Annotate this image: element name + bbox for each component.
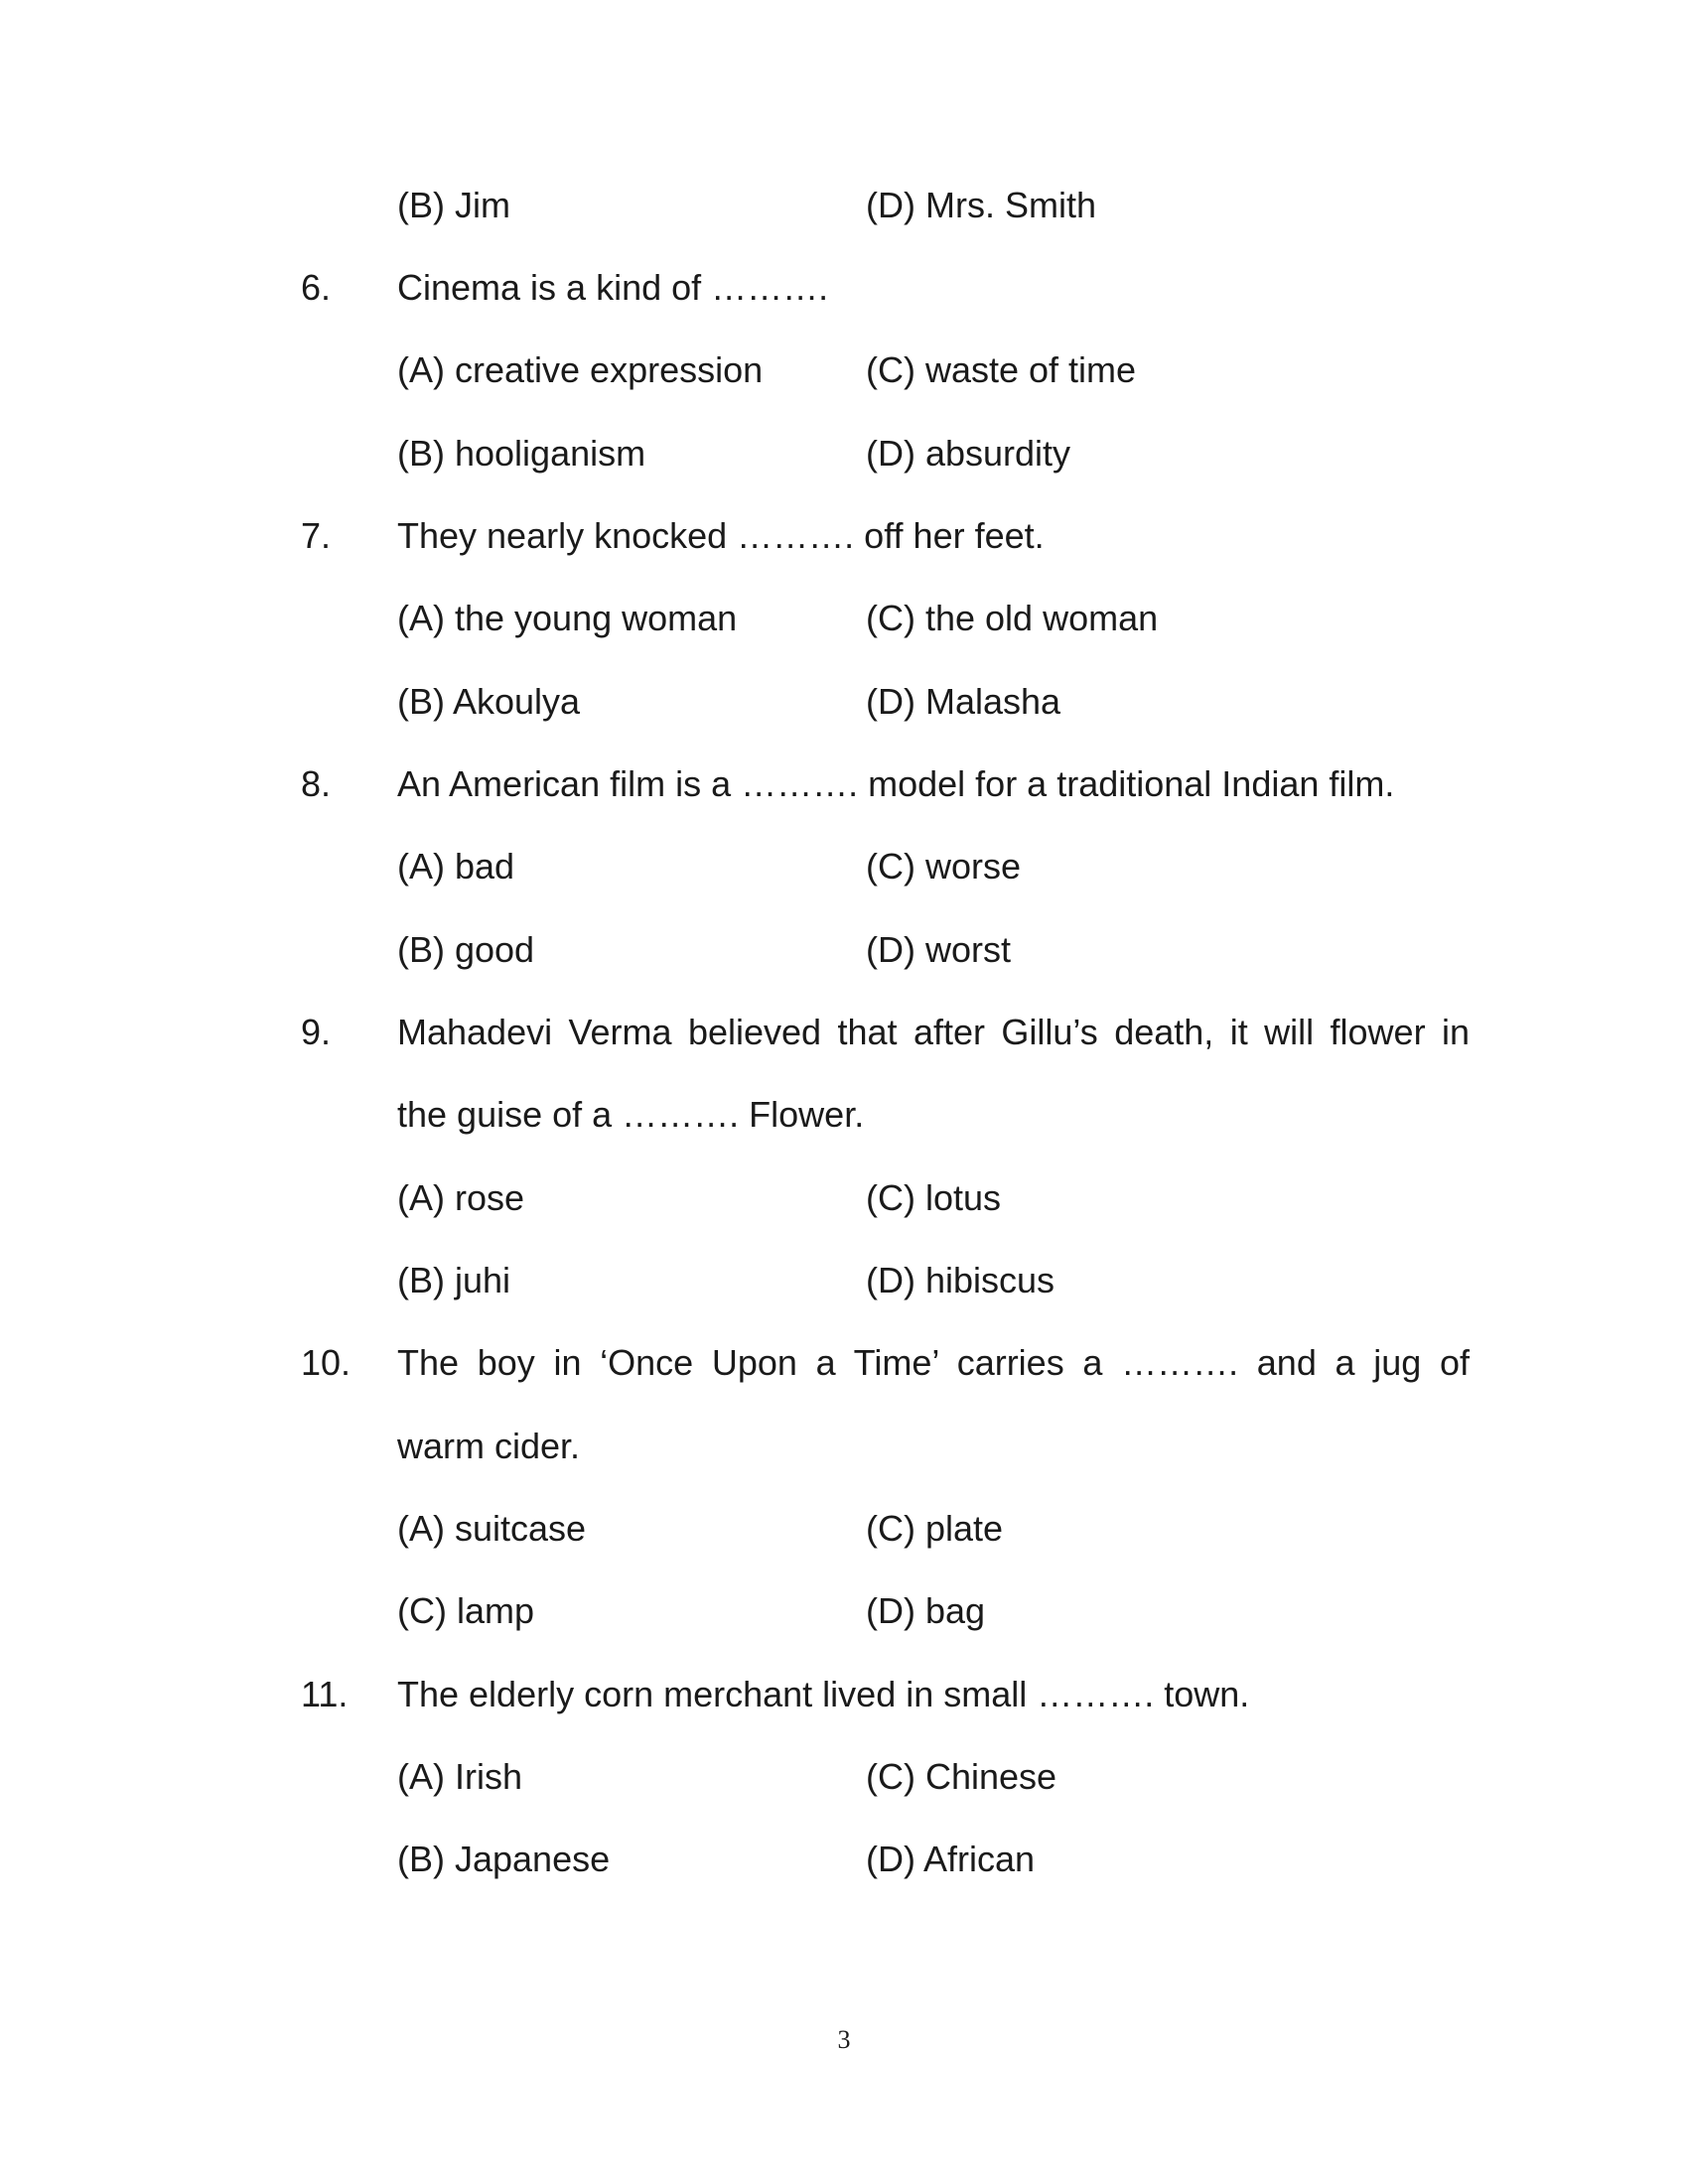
option-c: (C) plate	[866, 1508, 1004, 1549]
option-d: (D) bag	[866, 1590, 986, 1631]
question-9	[0, 1008, 1688, 1057]
question-number: 11.	[301, 1674, 349, 1714]
option-a: (A) creative expression	[397, 349, 764, 390]
question-text-line-1: Mahadevi Verma believed that after Gillu’s death, it will flower in	[397, 1012, 1470, 1052]
question-10-options-row-2	[0, 1586, 1688, 1636]
question-number: 7.	[301, 515, 332, 556]
option-b: (B) juhi	[397, 1260, 511, 1300]
option-a: (A) the young woman	[397, 598, 738, 638]
option-b: (B) hooliganism	[397, 433, 646, 474]
question-number: 9.	[301, 1012, 332, 1052]
option-a: (A) rose	[397, 1177, 525, 1218]
option-d: (D) Mrs. Smith	[866, 185, 1096, 225]
question-7-options-row-2	[0, 677, 1688, 727]
option-b: (B) Japanese	[397, 1839, 611, 1879]
question-8	[0, 759, 1688, 809]
option-d: (D) hibiscus	[866, 1260, 1055, 1300]
option-c: (C) waste of time	[866, 349, 1137, 390]
question-10	[0, 1338, 1688, 1388]
question-text: They nearly knocked ………. off her feet.	[397, 515, 1045, 556]
question-text: An American film is a ………. model for a traditional Indian film.	[397, 763, 1395, 804]
question-7	[0, 511, 1688, 561]
question-6-options-row-1	[0, 345, 1688, 395]
question-text-line-2: warm cider.	[397, 1426, 581, 1466]
option-a: (A) Irish	[397, 1756, 522, 1797]
question-11-options-row-2	[0, 1835, 1688, 1884]
question-9-continuation	[0, 1090, 1688, 1140]
option-d: (D) African	[866, 1839, 1036, 1879]
option-b: (B) good	[397, 929, 535, 970]
question-10-continuation	[0, 1422, 1688, 1471]
question-8-options-row-2	[0, 925, 1688, 975]
option-c: (C) the old woman	[866, 598, 1159, 638]
option-d: (D) absurdity	[866, 433, 1071, 474]
question-11	[0, 1670, 1688, 1719]
option-c: (C) Chinese	[866, 1756, 1057, 1797]
option-a: (A) suitcase	[397, 1508, 587, 1549]
question-6-options-row-2	[0, 429, 1688, 478]
option-d: (D) Malasha	[866, 681, 1061, 722]
question-11-options-row-1	[0, 1752, 1688, 1802]
option-c: (C) worse	[866, 846, 1022, 887]
option-a: (A) bad	[397, 846, 515, 887]
question-text-line-1: The boy in ‘Once Upon a Time’ carries a ………. and a jug of	[397, 1342, 1470, 1383]
question-10-options-row-1	[0, 1504, 1688, 1554]
question-text: The elderly corn merchant lived in small ………. town.	[397, 1674, 1250, 1714]
question-6	[0, 263, 1688, 313]
question-9-options-row-2	[0, 1256, 1688, 1305]
option-b: (B) Jim	[397, 185, 510, 225]
page-number: 3	[837, 2025, 851, 2054]
question-text-line-2: the guise of a ………. Flower.	[397, 1094, 865, 1135]
option-b: (B) Akoulya	[397, 681, 581, 722]
question-text: Cinema is a kind of ……….	[397, 267, 829, 308]
carryover-options-row	[0, 181, 1688, 230]
option-b: (C) lamp	[397, 1590, 535, 1631]
question-number: 10.	[301, 1342, 352, 1383]
option-d: (D) worst	[866, 929, 1011, 970]
question-number: 8.	[301, 763, 332, 804]
question-8-options-row-1	[0, 842, 1688, 891]
question-9-options-row-1	[0, 1173, 1688, 1223]
question-7-options-row-1	[0, 594, 1688, 643]
option-c: (C) lotus	[866, 1177, 1002, 1218]
question-number: 6.	[301, 267, 332, 308]
